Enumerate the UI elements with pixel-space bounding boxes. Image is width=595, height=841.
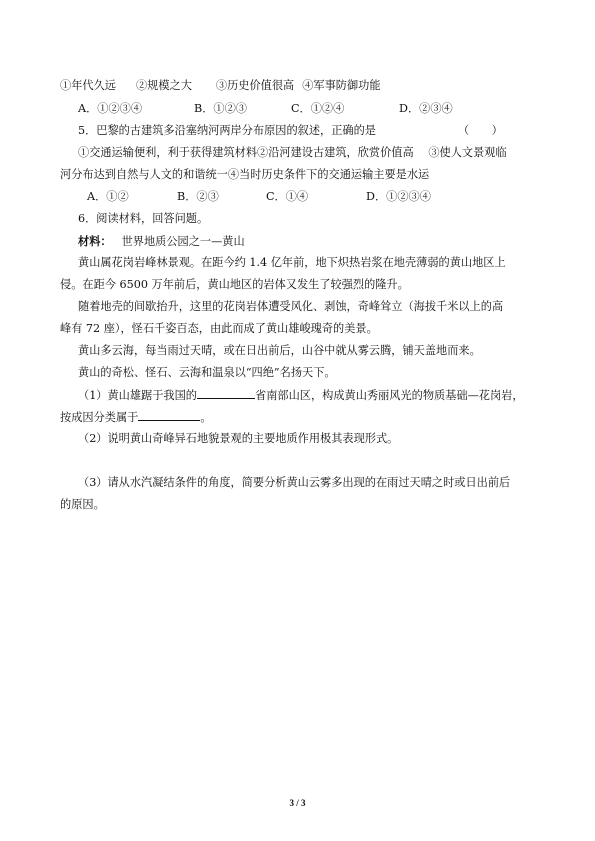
q4-item-3: ③历史价值很高 [215,79,295,92]
q4-item-2: ②规模之大 [135,79,192,92]
material-p4: 黄山的奇松、怪石、云海和温泉以“四绝”名扬天下。 [78,366,336,379]
q4-option-b: B．①②③ [194,102,247,115]
province-blank[interactable] [197,387,255,399]
q4-option-d: D．②③④ [399,102,453,115]
q6-stem: 6．阅读材料，回答问题。 [78,212,209,225]
q5-option-a: A．①② [87,190,129,203]
q6-sub3-line-2: 的原因。 [60,498,105,511]
material-p3: 黄山多云海，每当雨过天晴，或在日出前后，山谷中就从雾云腾，铺天盖地而来。 [78,344,481,357]
q6-sub1-line-2 [60,409,212,426]
q5-items-line-1: ①交通运输便利，利于获得建筑材料②沿河建设古建筑，欣赏价值高 ③使人文景观临 [78,146,507,159]
q4-item-1: ①年代久远 [60,79,116,92]
q4-option-a: A．①②③④ [78,102,143,115]
q6-sub3-line-1: （3）请从水汽凝结条件的角度，简要分析黄山云雾多出现的在雨过天晴之时或日出前后 [78,476,511,489]
material-title: 世界地质公园之一—黄山 [121,235,245,248]
q4-items-line [60,78,381,94]
q6-material-heading [78,233,245,250]
q5-option-d: D．①②③④ [366,190,431,203]
q5-items-line-2: 河分布达到自然与人文的和谐统一④当时历史条件下的交通运输主要是水运 [60,168,430,181]
q6-sub2: （2）说明黄山奇峰异石地貌景观的主要地质作用极其表现形式。 [78,432,399,445]
material-p1-line-1: 黄山属花岗岩峰林景观。在距今约 1.4 亿年前，地下炽热岩浆在地壳薄弱的黄山地区上 [78,256,506,269]
material-p1-line-2: 侵。在距今 6500 万年前后，黄山地区的岩体又发生了较强烈的隆升。 [60,278,409,291]
material-p2-line-1: 随着地壳的间歇抬升，这里的花岗岩体遭受风化、剥蚀，奇峰耸立（海拔千米以上的高 [78,300,504,313]
sub1-end: 。 [200,411,212,424]
q5-answer-paren: （ ） [458,124,503,137]
q5-option-b: B．②③ [177,190,219,203]
q4-item-4: ④军事防御功能 [302,79,381,92]
q6-sub1-line-1 [78,387,524,404]
sub1-prefix: （1）黄山雄踞于我国的 [78,389,197,402]
material-label: 材料： [78,234,112,248]
sub1-middle: 省南部山区，构成黄山秀丽风光的物质基础—花岗岩， [255,389,524,402]
sub1-line2-text: 按成因分类属于 [60,411,139,424]
rock-type-blank[interactable] [138,409,200,421]
material-p2-line-2: 峰有 72 座），怪石千姿百态，由此而成了黄山雄峻瑰奇的美景。 [60,322,378,335]
q5-stem: 5．巴黎的古建筑多沿塞纳河两岸分布原因的叙述，正确的是 [78,124,376,137]
q5-option-c: C．①④ [266,190,309,203]
q4-option-c: C．①②④ [291,102,345,115]
page-number: 3 / 3 [289,798,306,808]
